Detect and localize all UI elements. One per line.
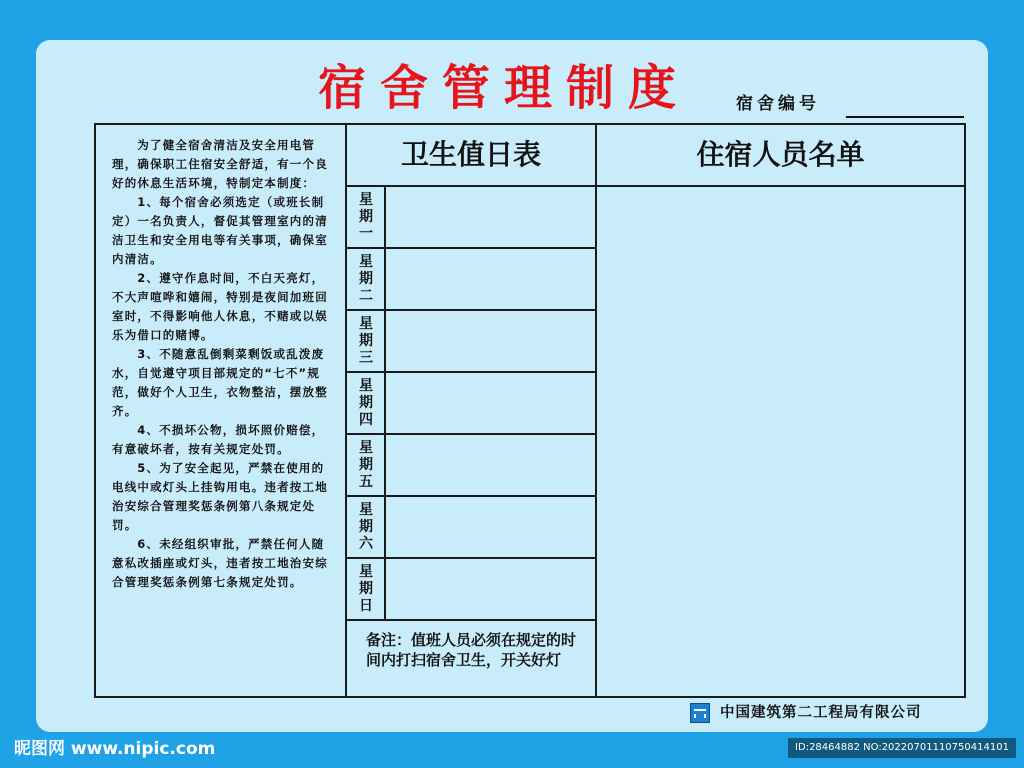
day-label-mon: 星期一 (359, 191, 373, 242)
rule-paragraph: 1、每个宿舍必须选定（或班长制定）一名负责人，督促其管理室内的清洁卫生和安全用电等有关事项，确保室内清洁。 (112, 195, 328, 266)
rule-paragraph: 2、遵守作息时间，不白天亮灯，不大声喧哗和嬉闹，特别是夜间加班回室时，不得影响他人休息，不赌或以娱乐为借口的赌博。 (112, 271, 328, 342)
rule-paragraph: 6、未经组织审批，严禁任何人随意私改插座或灯头，违者按工地治安综合管理奖惩条例第七条规定处罚。 (112, 537, 328, 589)
residents-title: 住宿人员名单 (696, 138, 865, 171)
rules-text (112, 136, 332, 592)
company-logo-icon (690, 703, 710, 723)
duty-table-title: 卫生值日表 (400, 138, 541, 171)
room-number-blank (846, 116, 964, 118)
rule-paragraph: 5、为了安全起见，严禁在使用的电线中或灯头上挂钩用电。违者按工地治安综合管理奖惩条例第八条规定处罚。 (112, 461, 328, 532)
room-number-label: 宿舍编号 (736, 94, 820, 114)
company-name: 中国建筑第二工程局有限公司 (720, 705, 922, 721)
day-label-fri: 星期五 (359, 439, 373, 490)
rule-paragraph: 4、不损坏公物，损坏照价赔偿，有意破坏者，按有关规定处罚。 (112, 423, 325, 456)
day-label-wed: 星期三 (359, 315, 373, 366)
page-title: 宿舍管理制度 (318, 60, 691, 116)
rule-paragraph: 3、不随意乱倒剩菜剩饭或乱泼废水，自觉遵守项目部规定的“七不”规范，做好个人卫生，衣物整洁，摆放整齐。 (112, 347, 328, 418)
day-label-sat: 星期六 (359, 501, 373, 552)
day-label-thu: 星期四 (359, 377, 373, 428)
day-label-sun: 星期日 (359, 563, 373, 614)
watermark-id: ID:28464882 NO:20220701110750414101 (788, 738, 1016, 758)
rule-paragraph: 为了健全宿舍清洁及安全用电管理，确保职工住宿安全舒适，有一个良好的休息生活环境，特制定本制度： (112, 138, 328, 190)
watermark-site: 昵图网 www.nipic.com (14, 739, 216, 759)
day-label-tue: 星期二 (359, 253, 373, 304)
duty-note: 备注：值班人员必须在规定的时间内打扫宿舍卫生，开关好灯 (366, 631, 577, 669)
